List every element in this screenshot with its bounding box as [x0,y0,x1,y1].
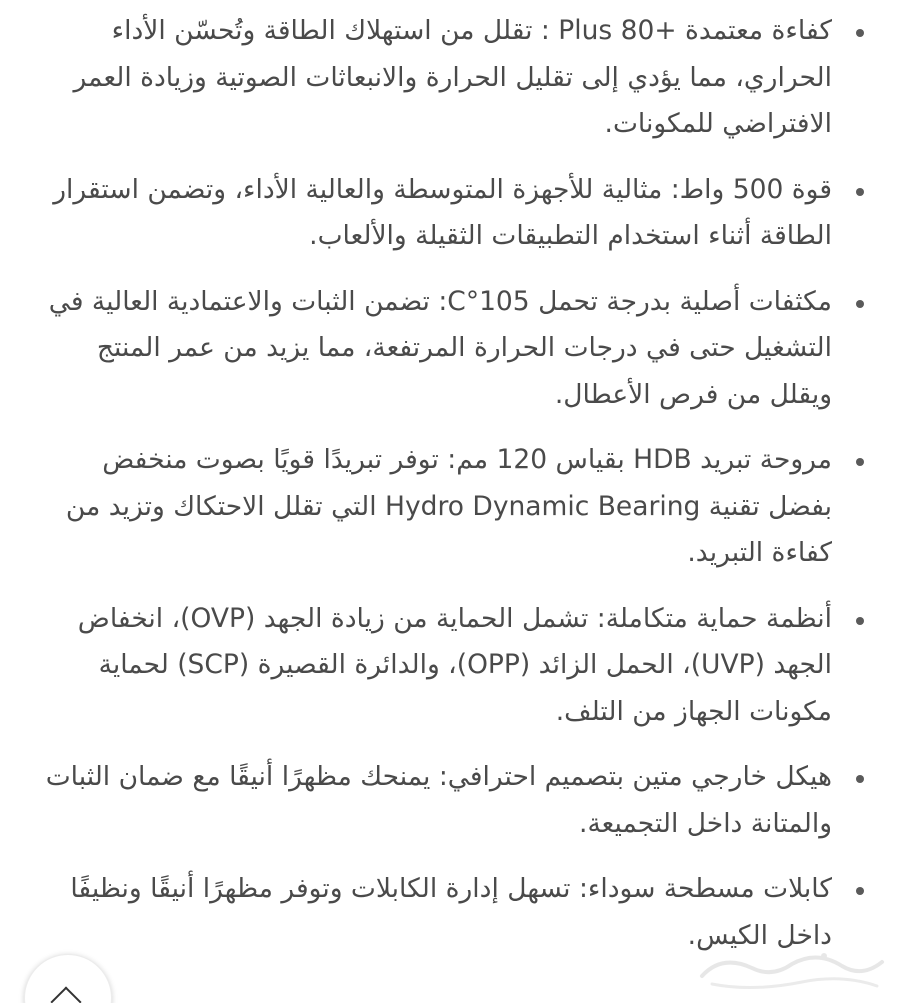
bullet-icon [856,617,864,625]
bullet-icon [856,458,864,466]
feature-text: مكثفات أصلية بدرجة تحمل 105°C: تضمن الثبات والاعتمادية العالية في التشغيل حتى في درجات الحرارة المرتفعة، مما يزيد من عمر المنتج ويقلل من فرص الأعطال. [48,285,832,410]
bullet-icon [856,188,864,196]
list-item [40,596,870,736]
feature-text: هيكل خارجي متين بتصميم احترافي: يمنحك مظهرًا أنيقًا مع ضمان الثبات والمتانة داخل التجميعة. [45,761,832,839]
feature-text: أنظمة حماية متكاملة: تشمل الحماية من زيادة الجهد (OVP)، انخفاض الجهد (UVP)، الحمل الزائد (OPP)، والدائرة القصيرة (SCP) لحماية مكونات الجهاز من التلف. [77,602,832,727]
bullet-icon [856,775,864,783]
feature-text: كفاءة معتمدة +80 Plus : تقلل من استهلاك الطاقة وتُحسّن الأداء الحراري، مما يؤدي إلى تقليل الحرارة والانبعاثات الصوتية وزيادة العمر الافتراضي للمكونات. [73,15,832,139]
haraj-watermark-logo [692,946,892,996]
haraj-logo-icon [692,946,892,996]
bullet-icon [856,29,864,37]
list-item [40,8,870,148]
list-item [40,437,870,577]
product-description [40,8,870,978]
feature-text: مروحة تبريد HDB بقياس 120 مم: توفر تبريدًا قويًا بصوت منخفض بفضل تقنية Hydro Dynamic Bearing التي تقلل الاحتكاك وتزيد من كفاءة التبريد. [65,444,832,568]
list-item [40,167,870,260]
list-item [40,754,870,847]
bullet-icon [856,887,864,895]
feature-text: قوة 500 واط: مثالية للأجهزة المتوسطة والعالية الأداء، وتضمن استقرار الطاقة أثناء استخدام التطبيقات الثقيلة والألعاب. [53,173,832,251]
chevron-up-icon [50,986,81,1003]
feature-list [40,8,870,959]
bullet-icon [856,300,864,308]
list-item [40,279,870,419]
feature-text: كابلات مسطحة سوداء: تسهل إدارة الكابلات وتوفر مظهرًا أنيقًا ونظيفًا داخل الكيس. [70,873,832,951]
